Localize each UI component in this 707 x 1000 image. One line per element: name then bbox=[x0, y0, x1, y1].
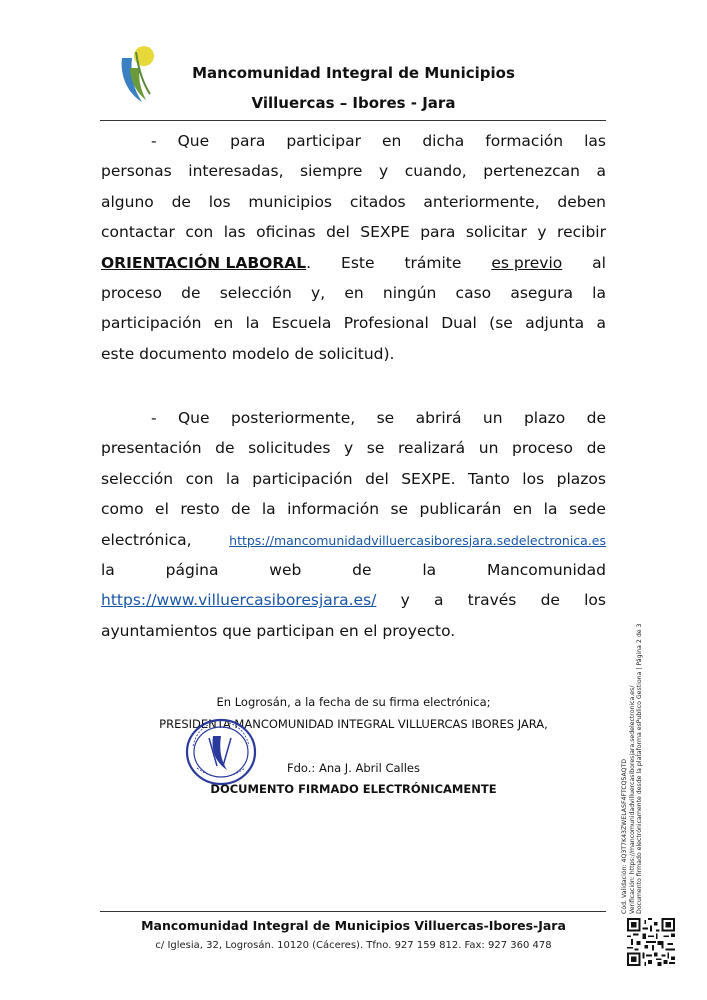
p1-line-4: contactar con las oficinas del SEXPE para solicitar y recibir bbox=[101, 223, 606, 242]
p1-line-6: proceso de selección y, en ningún caso asegura la bbox=[101, 283, 606, 302]
p1-line-2: personas interesadas, siempre y cuando, pertenezcan a bbox=[101, 162, 606, 181]
footer-divider bbox=[100, 911, 606, 912]
header-title-line2: Villuercas – Ibores - Jara bbox=[251, 94, 456, 112]
p2-line-6: la página web de la Mancomunidad bbox=[101, 560, 606, 579]
signature-status: DOCUMENTO FIRMADO ELECTRÓNICAMENTE bbox=[210, 782, 497, 796]
signature-role: PRESIDENTA MANCOMUNIDAD INTEGRAL VILLUERCAS IBORES JARA, bbox=[159, 717, 548, 731]
mancomunidad-website-link[interactable]: https://www.villuercasiboresjara.es/ bbox=[101, 591, 377, 610]
p2-line-8: ayuntamientos que participan en el proyecto. bbox=[101, 621, 456, 640]
sede-electronica-link[interactable]: https://mancomunidadvilluercasiboresjara.sedelectronica.es bbox=[229, 532, 606, 548]
validation-page-info: Documento firmado electrónicamente desde la plataforma esPublico Gestiona | Página 2 de 3 bbox=[636, 623, 644, 914]
orientacion-laboral-emphasis: ORIENTACIÓN LABORAL bbox=[101, 253, 307, 272]
p1-line-3: alguno de los municipios citados anteriormente, deben bbox=[101, 192, 606, 211]
es-previo-emphasis: es previo bbox=[491, 253, 563, 272]
p1-line-1: - Que para participar en dicha formación las bbox=[101, 126, 606, 156]
p2-line-4: como el resto de la información se publicarán en la sede bbox=[101, 500, 606, 519]
p2-line-1: - Que posteriormente, se abrirá un plazo de bbox=[101, 403, 606, 433]
official-seal-stamp bbox=[183, 716, 261, 786]
validation-side-text bbox=[621, 624, 644, 914]
paragraph-2 bbox=[101, 403, 606, 646]
p2-line-2: presentación de solicitudes y se realizará un proceso de bbox=[101, 439, 606, 458]
signature-place-date: En Logrosán, a la fecha de su firma electrónica; bbox=[216, 695, 491, 709]
p2-line-3: selección con la participación del SEXPE. Tanto los plazos bbox=[101, 469, 606, 488]
p1-line-8: este documento modelo de solicitud). bbox=[101, 344, 395, 363]
validation-code: Cód. Validación: 4Q3T7K43ZWELASF4FTCQ5AQTD bbox=[621, 759, 628, 914]
p1-line-7: participación en la Escuela Profesional Dual (se adjunta a bbox=[101, 314, 606, 333]
header-title-line1: Mancomunidad Integral de Municipios bbox=[192, 64, 515, 82]
header-divider bbox=[100, 120, 606, 121]
footer-address: c/ Iglesia, 32, Logrosán. 10120 (Cáceres). Tfno. 927 159 812. Fax: 927 360 478 bbox=[155, 940, 552, 951]
p2-line-7: https://www.villuercasiboresjara.es/ y a través de los bbox=[101, 585, 606, 615]
p2-dash: - bbox=[151, 409, 157, 427]
paragraph-1 bbox=[101, 126, 606, 369]
footer-title: Mancomunidad Integral de Municipios Villuercas-Ibores-Jara bbox=[141, 918, 566, 933]
p2-line-5: electrónica, https://mancomunidadvilluercasiboresjara.sedelectronica.es bbox=[101, 525, 606, 555]
validation-verification-url: Verificación: https://mancomunidadvilluercasiboresjara.sedelectronica.es/ bbox=[628, 685, 636, 914]
p1-line-5: ORIENTACIÓN LABORAL. Este trámite es previo al bbox=[101, 248, 606, 278]
signature-signed-by: Fdo.: Ana J. Abril Calles bbox=[287, 761, 420, 775]
p1-dash: - bbox=[151, 132, 157, 150]
